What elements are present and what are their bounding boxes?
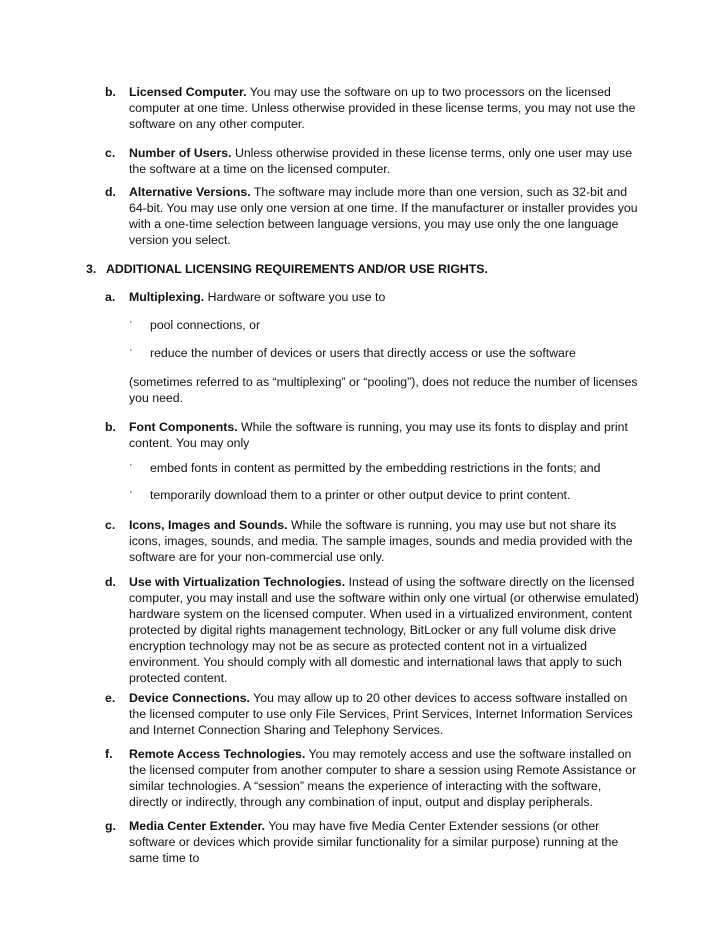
clause-label: b. — [105, 85, 116, 99]
clause-number-of-users — [105, 145, 643, 177]
clause-label: c. — [105, 518, 116, 532]
clause-label: f. — [105, 747, 113, 761]
bullet-text: pool connections, or — [150, 318, 261, 332]
clause-icons-images-sounds — [105, 517, 643, 565]
clause-label: d. — [105, 185, 116, 199]
clause-body: While the software is running, you may use its fonts to display and print content. You may only — [129, 420, 628, 450]
bullet-icon: · — [129, 316, 133, 328]
bullet-item — [129, 460, 639, 476]
bullet-item — [129, 345, 639, 361]
clause-title: Device Connections. — [129, 691, 250, 705]
clause-remote-access — [105, 746, 643, 810]
section-number: 3. — [86, 262, 97, 276]
bullet-text: temporarily download them to a printer or other output device to print content. — [150, 488, 571, 502]
clause-body: You may use the software on up to two processors on the licensed computer at one time. Unless otherwise provided in these license terms, you may not use the software on any other computer. — [129, 85, 636, 131]
clause-title: Multiplexing. — [129, 290, 205, 304]
bullet-icon: · — [129, 459, 133, 471]
clause-body: You may allow up to 20 other devices to access software installed on the licensed computer to use only File Services, Print Services, Internet Information Services and Internet Connection Sharing and Telephony Services. — [129, 691, 633, 737]
clause-multiplexing — [105, 289, 643, 305]
bullet-icon: · — [129, 486, 133, 498]
clause-body: Instead of using the software directly on the licensed computer, you may install and use the software within only one virtual (or otherwise emulated) hardware system on the licensed computer. When used in a virtualized environment, content protected by digital rights management technology, BitLocker or any full volume disk drive encryption technology may not be as secure as protected content not in a virtualized environment. You should comply with all domestic and international laws that apply to such protected content. — [129, 575, 639, 685]
bullet-item — [129, 317, 639, 333]
bullet-icon: · — [129, 344, 133, 356]
clause-body: The software may include more than one version, such as 32-bit and 64-bit. You may use only one version at one time. If the manufacturer or installer provides you with a one-time selection between language versions, you may use only the one language version you select. — [129, 185, 638, 247]
clause-licensed-computer — [105, 84, 643, 132]
clause-label: a. — [105, 290, 116, 304]
clause-continuation: (sometimes referred to as “multiplexing” or “pooling”), does not reduce the number of licenses you need. — [129, 375, 638, 405]
section-title: ADDITIONAL LICENSING REQUIREMENTS AND/OR USE RIGHTS. — [106, 262, 488, 276]
clause-label: e. — [105, 691, 116, 705]
clause-font-components — [105, 419, 643, 451]
clause-media-center-extender — [105, 818, 643, 866]
clause-body: While the software is running, you may use but not share its icons, images, sounds, and media. The sample images, sounds and media provided with the software are for your non-commercial use only. — [129, 518, 633, 564]
bullet-text: embed fonts in content as permitted by the embedding restrictions in the fonts; and — [150, 461, 601, 475]
clause-title: Number of Users. — [129, 146, 232, 160]
clause-title: Font Components. — [129, 420, 238, 434]
clause-title: Use with Virtualization Technologies. — [129, 575, 346, 589]
clause-title: Alternative Versions. — [129, 185, 251, 199]
clause-title: Media Center Extender. — [129, 819, 265, 833]
clause-body: You may remotely access and use the software installed on the licensed computer from another computer to share a session using Remote Assistance or similar technologies. A “session” means the experience of interacting with the software, directly or indirectly, through any combination of input, output and display peripherals. — [129, 747, 637, 809]
clause-device-connections — [105, 690, 643, 738]
clause-title: Icons, Images and Sounds. — [129, 518, 288, 532]
bullet-item — [129, 487, 639, 503]
clause-title: Remote Access Technologies. — [129, 747, 306, 761]
clause-label: b. — [105, 420, 116, 434]
section-3-heading — [86, 261, 646, 277]
clause-body: You may have five Media Center Extender sessions (or other software or devices which provide similar functionality for a similar purpose) running at the same time to — [129, 819, 619, 865]
clause-alternative-versions — [105, 184, 643, 248]
bullet-text: reduce the number of devices or users that directly access or use the software — [150, 346, 576, 360]
clause-body: Unless otherwise provided in these license terms, only one user may use the software at a time on the licensed computer. — [129, 146, 633, 176]
clause-title: Licensed Computer. — [129, 85, 247, 99]
clause-body: Hardware or software you use to — [207, 290, 386, 304]
clause-label: c. — [105, 146, 116, 160]
clause-label: g. — [105, 819, 116, 833]
clause-label: d. — [105, 575, 116, 589]
clause-virtualization — [105, 574, 643, 686]
